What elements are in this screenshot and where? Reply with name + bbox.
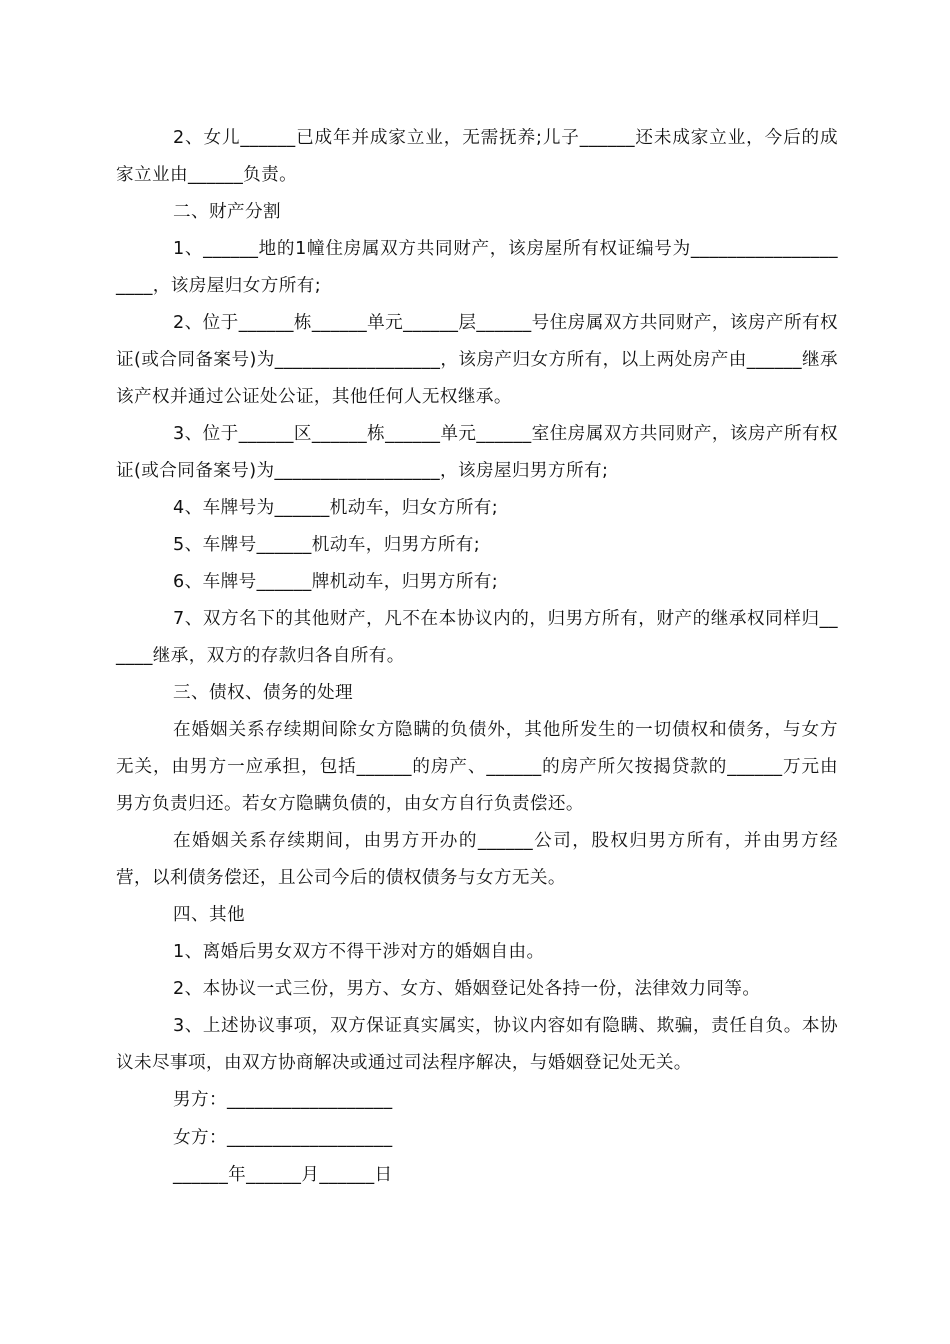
paragraph-property-4: 4、车牌号为______机动车，归女方所有; — [173, 498, 499, 518]
paragraph-other-2: 2、本协议一式三份，男方、女方、婚姻登记处各持一份，法律效力同等。 — [173, 979, 761, 999]
paragraph-property-1: 1、______地的1幢住房属双方共同财产，该房屋所有权证编号为____________________，该房屋归女方所有; — [116, 239, 838, 296]
paragraph-property-3: 3、位于______区______栋______单元______室住房属双方共同财产，该房产所有权证(或合同备案号)为__________________，该房屋归男方所有; — [116, 424, 838, 481]
signature-male: 男方：__________________ — [173, 1090, 393, 1110]
paragraph-debt-1: 在婚姻关系存续期间除女方隐瞒的负债外，其他所发生的一切债权和债务，与女方无关，由男方一应承担，包括______的房产、______的房产所欠按揭贷款的______万元由男方负责归还。若女方隐瞒负债的，由女方自行负责偿还。 — [116, 720, 838, 814]
signature-female: 女方：__________________ — [173, 1127, 393, 1148]
paragraph-children-support: 2、女儿______已成年并成家立业，无需抚养;儿子______还未成家立业，今后的成家立业由______负责。 — [116, 128, 838, 185]
section-heading-debt: 三、债权、债务的处理 — [173, 683, 353, 703]
section-heading-other: 四、其他 — [173, 905, 245, 925]
signature-date: ______年______月______日 — [173, 1165, 393, 1185]
paragraph-other-3: 3、上述协议事项，双方保证真实属实，协议内容如有隐瞒、欺骗，责任自负。本协议未尽事项，由双方协商解决或通过司法程序解决，与婚姻登记处无关。 — [116, 1016, 838, 1073]
section-heading-property: 二、财产分割 — [173, 202, 281, 222]
paragraph-debt-2: 在婚姻关系存续期间，由男方开办的______公司，股权归男方所有，并由男方经营，以利债务偿还，且公司今后的债权债务与女方无关。 — [116, 831, 838, 888]
document-page — [116, 120, 838, 1195]
paragraph-property-5: 5、车牌号______机动车，归男方所有; — [173, 535, 481, 555]
paragraph-property-7: 7、双方名下的其他财产，凡不在本协议内的，归男方所有，财产的继承权同样归______继承，双方的存款归各自所有。 — [116, 609, 838, 666]
paragraph-other-1: 1、离婚后男女双方不得干涉对方的婚姻自由。 — [173, 942, 545, 962]
paragraph-property-6: 6、车牌号______牌机动车，归男方所有; — [173, 572, 499, 592]
paragraph-property-2: 2、位于______栋______单元______层______号住房属双方共同财产，该房产所有权证(或合同备案号)为__________________，该房产归女方所有，以上两处房产由______继承该产权并通过公证处公证，其他任何人无权继承。 — [116, 313, 838, 407]
